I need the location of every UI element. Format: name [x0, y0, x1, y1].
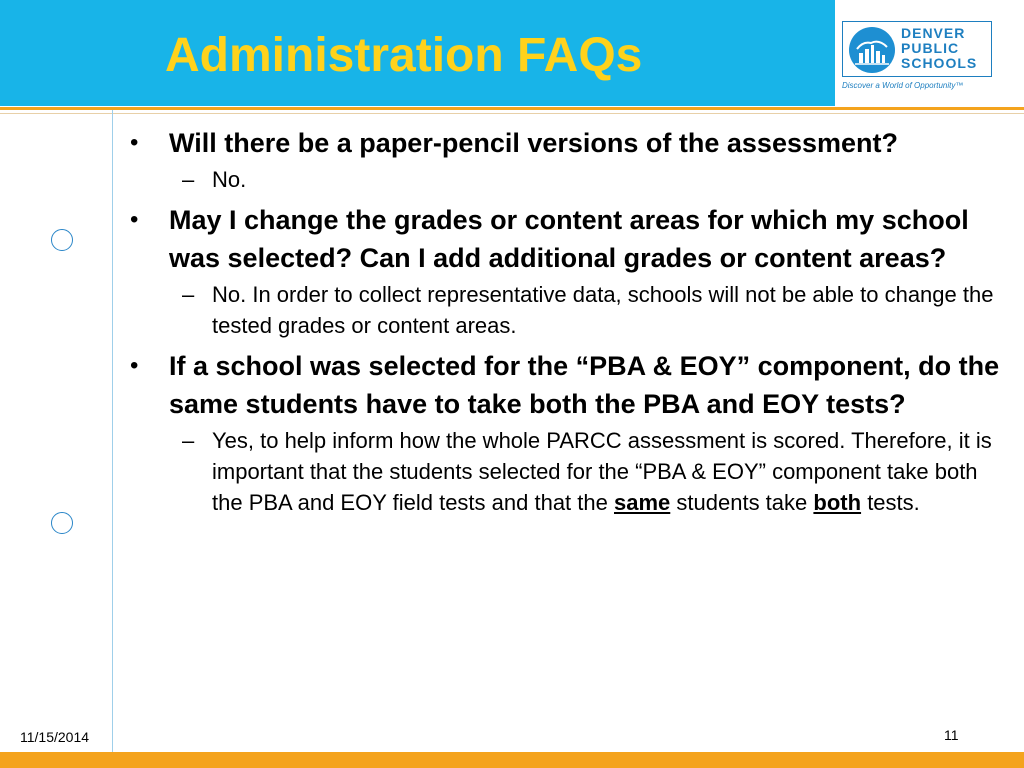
logo-line-schools: SCHOOLS	[901, 55, 978, 71]
faq-question-1	[126, 124, 1006, 162]
faq-question-3	[126, 347, 1006, 423]
answer-emphasis-same: same	[614, 490, 671, 515]
answer-text-main: Yes, to help inform how the whole PARCC assessment is scored. Therefore, it is important that the students selected for the “PBA & EOY” component take both the PBA and EOY field tests and that the	[212, 428, 992, 515]
ring-decoration-icon	[51, 229, 73, 251]
answer-text: No. In order to collect representative data, schools will not be able to change the tested grades or content areas.	[212, 282, 994, 338]
answer-text-end: tests.	[867, 490, 920, 515]
logo-frame	[842, 21, 992, 77]
header-tan-rule	[0, 113, 1024, 114]
dps-logo	[835, 0, 1024, 106]
faq-list	[126, 124, 1006, 524]
bullet-icon: •	[130, 206, 139, 233]
logo-tagline: Discover a World of Opportunity™	[842, 81, 964, 90]
bullet-icon: •	[130, 352, 139, 379]
ring-decoration-icon	[51, 512, 73, 534]
slide-page-number: 11	[944, 727, 959, 743]
footer-orange-bar	[0, 752, 1024, 768]
faq-answer-3	[126, 425, 1006, 518]
dash-icon: –	[182, 282, 195, 307]
logo-wordmark	[901, 26, 977, 71]
slide-header	[0, 0, 1024, 106]
city-skyline-icon	[849, 27, 895, 73]
bullet-icon: •	[130, 129, 139, 156]
faq-question-2	[126, 201, 1006, 277]
question-text: May I change the grades or content areas for which my school was selected? Can I add additional grades or content areas?	[169, 205, 969, 273]
sidebar-divider	[112, 110, 113, 752]
dash-icon: –	[182, 428, 195, 453]
dash-icon: –	[182, 167, 195, 192]
question-text: Will there be a paper-pencil versions of the assessment?	[169, 128, 898, 158]
logo-line-denver: DENVER	[901, 25, 966, 41]
logo-line-public: PUBLIC	[901, 40, 960, 56]
header-orange-rule	[0, 107, 1024, 110]
faq-answer-1	[126, 164, 1006, 195]
slide-title: Administration FAQs	[165, 29, 643, 82]
answer-emphasis-both: both	[813, 490, 862, 515]
slide-date: 11/15/2014	[20, 729, 90, 745]
question-text: If a school was selected for the “PBA & EOY” component, do the same students have to take both the PBA and EOY tests?	[169, 351, 1000, 419]
faq-answer-2	[126, 279, 1006, 341]
answer-text: No.	[212, 167, 247, 192]
answer-text-mid: students take	[676, 490, 808, 515]
